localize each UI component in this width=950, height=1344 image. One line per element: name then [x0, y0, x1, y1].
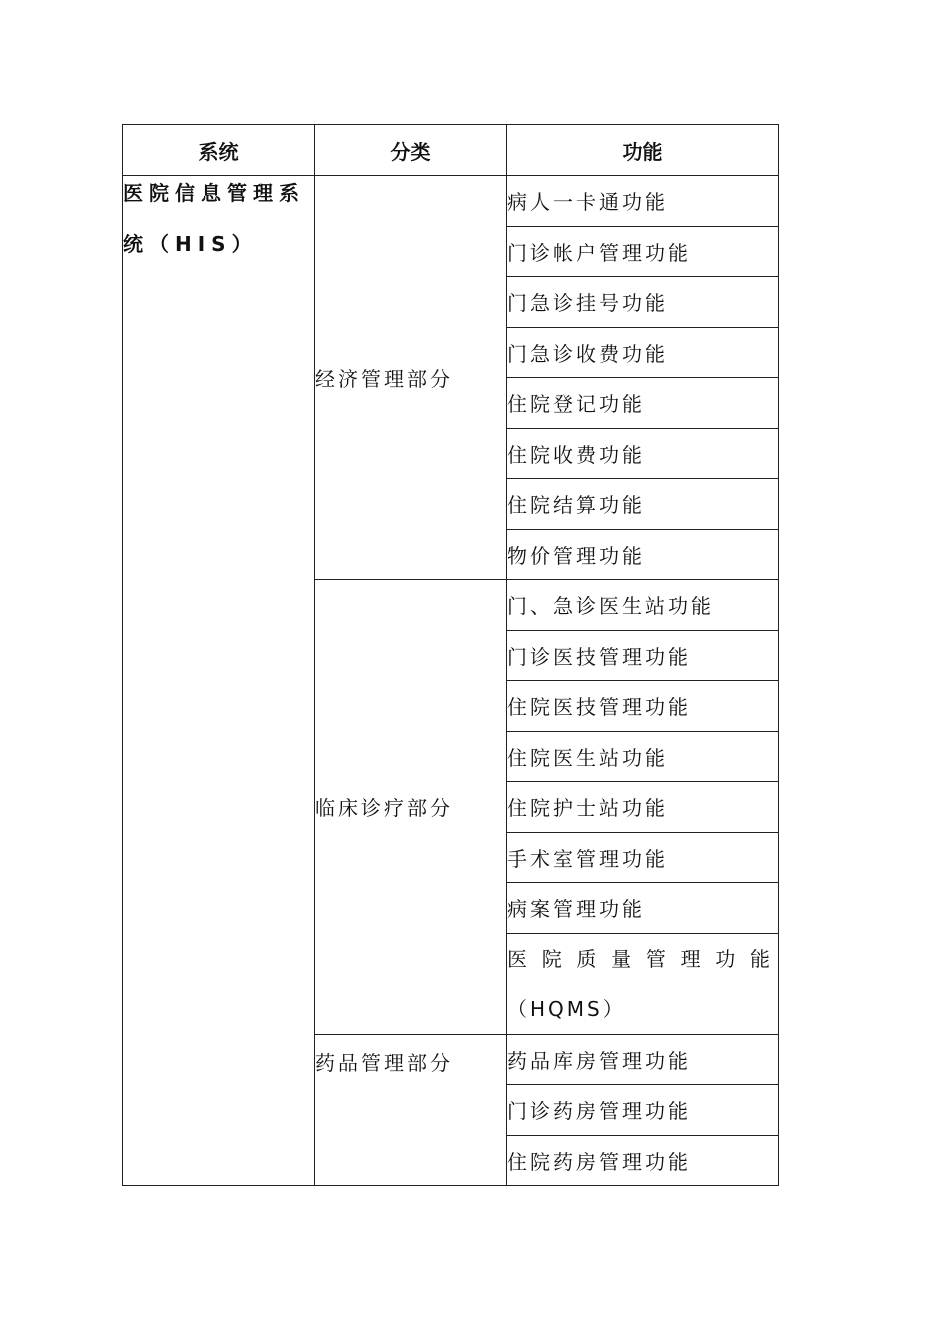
system-name-cell [123, 176, 315, 1186]
function-cell: 手术室管理功能 [507, 832, 779, 883]
function-cell: 住院医技管理功能 [507, 681, 779, 732]
function-cell: 门诊帐户管理功能 [507, 226, 779, 277]
category-economic: 经济管理部分 [315, 176, 507, 580]
his-function-table [122, 124, 779, 1186]
header-function: 功能 [507, 125, 779, 176]
header-system: 系统 [123, 125, 315, 176]
function-cell: 住院护士站功能 [507, 782, 779, 833]
function-cell: 药品库房管理功能 [507, 1034, 779, 1085]
system-name-line2: 统（HIS） [123, 232, 258, 256]
category-pharmacy: 药品管理部分 [315, 1034, 507, 1186]
table-row [123, 176, 779, 227]
function-cell: 门急诊挂号功能 [507, 277, 779, 328]
function-cell: 门诊医技管理功能 [507, 630, 779, 681]
function-cell: 门诊药房管理功能 [507, 1085, 779, 1136]
function-cell: 住院登记功能 [507, 378, 779, 429]
function-cell: 病人一卡通功能 [507, 176, 779, 227]
function-cell: 病案管理功能 [507, 883, 779, 934]
function-cell: 门、急诊医生站功能 [507, 580, 779, 631]
function-cell: 住院药房管理功能 [507, 1135, 779, 1186]
function-cell-hqms [507, 933, 779, 1034]
header-category: 分类 [315, 125, 507, 176]
function-cell: 住院收费功能 [507, 428, 779, 479]
function-hqms-line2: （HQMS） [507, 996, 626, 1021]
function-cell: 物价管理功能 [507, 529, 779, 580]
function-cell: 门急诊收费功能 [507, 327, 779, 378]
function-cell: 住院医生站功能 [507, 731, 779, 782]
category-clinical: 临床诊疗部分 [315, 580, 507, 1035]
system-name-line1: 医院信息管理系 [123, 181, 305, 205]
function-hqms-line1: 医院质量管理功能 [507, 946, 770, 971]
function-cell: 住院结算功能 [507, 479, 779, 530]
